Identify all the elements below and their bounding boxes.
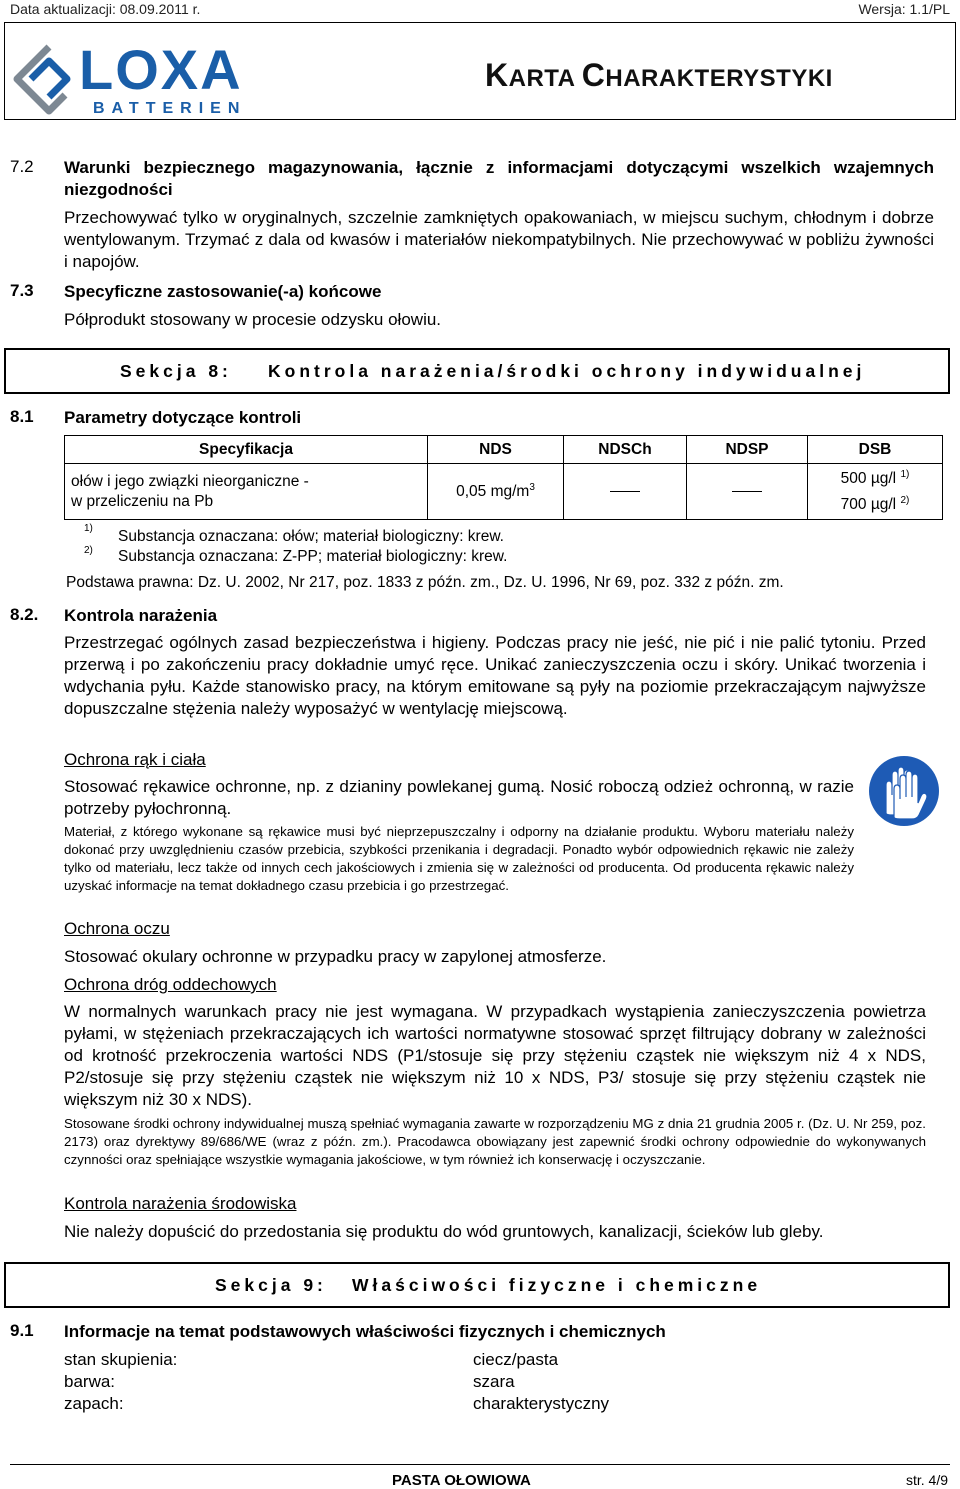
properties-list xyxy=(64,1349,764,1415)
hands-text: Stosować rękawice ochronne, np. z dzianiny powlekanej gumą. Nosić roboczą odzież ochronną, w razie potrzeby pyłochronną. xyxy=(64,777,854,818)
end-use-text: Półprodukt stosowany w procesie odzysku ołowiu. xyxy=(64,310,442,329)
section-number: 8.1 xyxy=(10,407,34,426)
section-label: Sekcja 9: xyxy=(215,1275,327,1295)
product-name: PASTA OŁOWIOWA xyxy=(392,1472,531,1489)
footnote-text: Substancja oznaczana: ołów; materiał biologiczny: krew. xyxy=(118,528,504,545)
col-nds: NDS xyxy=(428,436,564,464)
section-heading: Parametry dotyczące kontroli xyxy=(64,408,302,427)
section-9-banner xyxy=(4,1262,950,1308)
list-item: stan skupienia: ciecz/pasta xyxy=(64,1350,559,1369)
table-header-row xyxy=(65,436,943,464)
exposure-control-text: Przestrzegać ogólnych zasad bezpieczeństwa i higieny. Podczas pracy nie jeść, nie pić i nie palić tytoniu. Przed przerwą i po zakończeniu pracy dokładnie umyć ręce. Unikać zanieczyszczenia oczu i skóry. Unikać tworzenia i wdychania pyłu. Każde stanowisko pracy, na którym emitowane są pyły na poziomie przekraczającym najwyższe dopuszczalne stężenia należy wyposażyć w wentylację miejscową. xyxy=(64,633,926,718)
section-heading: Informacje na temat podstawowych właściwości fizycznych i chemicznych xyxy=(64,1322,666,1341)
footnote-text: Substancja oznaczana: Z-PP; materiał biologiczny: krew. xyxy=(118,548,508,565)
document-header xyxy=(4,22,956,120)
document-title: KARTA CHARAKTERYSTYKI xyxy=(485,57,833,93)
section-label: Sekcja 8: xyxy=(120,361,232,381)
loxa-logo xyxy=(9,37,299,119)
section-title: Kontrola narażenia/środki ochrony indywidualnej xyxy=(268,361,866,381)
cell-spec: ołów i jego związki nieorganiczne - w przeliczeniu na Pb xyxy=(65,464,428,520)
col-spec: Specyfikacja xyxy=(65,436,428,464)
footnote-mark: 1) xyxy=(84,523,93,534)
legal-basis: Podstawa prawna: Dz. U. 2002, Nr 217, poz. 1833 z późn. zm., Dz. U. 1996, Nr 69, poz. 332 z późn. zm. xyxy=(66,574,784,591)
section-number: 7.2 xyxy=(10,157,34,176)
exposure-limits-table xyxy=(64,435,943,520)
section-heading: Kontrola narażenia xyxy=(64,606,218,625)
col-dsb: DSB xyxy=(808,436,943,464)
environment-text: Nie należy dopuścić do przedostania się produktu do wód gruntowych, kanalizacji, ścieków lub gleby. xyxy=(64,1222,824,1241)
col-ndsch: NDSCh xyxy=(564,436,687,464)
section-number: 8.2. xyxy=(10,605,39,624)
subheading-environment: Kontrola narażenia środowiska xyxy=(64,1194,297,1213)
section-8-banner xyxy=(4,348,950,394)
subheading-respiratory: Ochrona dróg oddechowych xyxy=(64,975,277,994)
respiratory-text: W normalnych warunkach pracy nie jest wymagana. W przypadkach wystąpienia zanieczyszczenia powietrza pyłami, w stężeniach przekraczających ich wartości normatywne stosować sprzęt filtrujący dobrany w zależności od krotność przekroczenia wartości NDS (P1/stosuje się przy stężeniu cząstek nie większym niż 4 x NDS, P2/stosuje się przy stężeniu cząstek nie większym niż 10 x NDS, P3/ stosuje się przy stężeniu cząstek nie większym niż 30 x NDS). xyxy=(64,1002,926,1109)
update-date: Data aktualizacji: 08.09.2011 r. xyxy=(10,1,201,17)
version: Wersja: 1.1/PL xyxy=(858,1,950,17)
page-footer xyxy=(10,1464,950,1489)
dash-mark xyxy=(732,491,762,492)
subheading-hands: Ochrona rąk i ciała xyxy=(64,750,206,769)
footnote-mark: 2) xyxy=(84,545,93,556)
cell-nds: 0,05 $mg/m^3$ xyxy=(428,464,564,520)
storage-text: Przechowywać tylko w oryginalnych, szczelnie zamkniętych opakowaniach, w miejscu suchym, chłodnym i dobrze wentylowanym. Trzymać z dala od kwasów i materiałów niekompatybilnych. Nie przechowywać w pobliżu żywności i napojów. xyxy=(64,208,934,271)
subheading-eyes: Ochrona oczu xyxy=(64,919,170,938)
page-number: str. 4/9 xyxy=(905,1472,948,1488)
respiratory-detail-text: Stosowane środki ochrony indywidualnej muszą spełniać wymagania zawarte w rozporządzeniu MG z dnia 21 grudnia 2005 r. (Dz. U. Nr 259, poz. 2173) oraz dyrektywy 89/686/WE (wraz z późn. zm.). Pracodawca obowiązany jest zapewnić środki ochrony odpowiednie do wykonywanych czynności oraz spełniające wszystkie wymagania jakościowe, w tym również ich konserwację i oczyszczanie. xyxy=(64,1116,926,1167)
list-item: barwa: szara xyxy=(64,1372,515,1391)
cell-ndsch xyxy=(564,464,687,520)
section-heading: Specyficzne zastosowanie(-a) końcowe xyxy=(64,282,382,301)
logo-wordmark: LOXA xyxy=(79,38,243,101)
eyes-text: Stosować okulary ochronne w przypadku pracy w zapylonej atmosferze. xyxy=(64,947,607,966)
hands-detail-text: Materiał, z którego wykonane są rękawice musi być nieprzepuszczalny i odporny na działanie produktu. Wyboru materiału należy dokonać przy uwzględnieniu czasów przebicia, szybkości przenikania i degradacji. Ponadto wybór odpowiednich rękawic nie zależy tylko od materiału, lecz także od innych cech jakościowych i zmienia się w zależności od producenta. Od producenta rękawic należy uzyskać informacje na temat dokładnego czasu przebicia i go przestrzegać. xyxy=(64,824,854,893)
table-row xyxy=(65,464,943,520)
dash-mark xyxy=(610,491,640,492)
cell-dsb: 500 µg/l $^{1)}$ 700 µg/l $^{2)}$ xyxy=(808,464,943,520)
section-number: 7.3 xyxy=(10,281,34,300)
section-number: 9.1 xyxy=(10,1321,34,1340)
section-heading: Warunki bezpiecznego magazynowania, łącznie z informacjami dotyczącymi wszelkich wzajemnych niezgodności xyxy=(64,158,934,199)
top-bar xyxy=(10,0,950,22)
list-item: zapach: charakterystyczny xyxy=(64,1394,610,1413)
cell-ndsp xyxy=(687,464,808,520)
col-ndsp: NDSP xyxy=(687,436,808,464)
protective-gloves-icon xyxy=(868,755,940,827)
logo-subtext: BATTERIEN xyxy=(93,100,247,117)
section-title: Właściwości fizyczne i chemiczne xyxy=(352,1275,762,1295)
